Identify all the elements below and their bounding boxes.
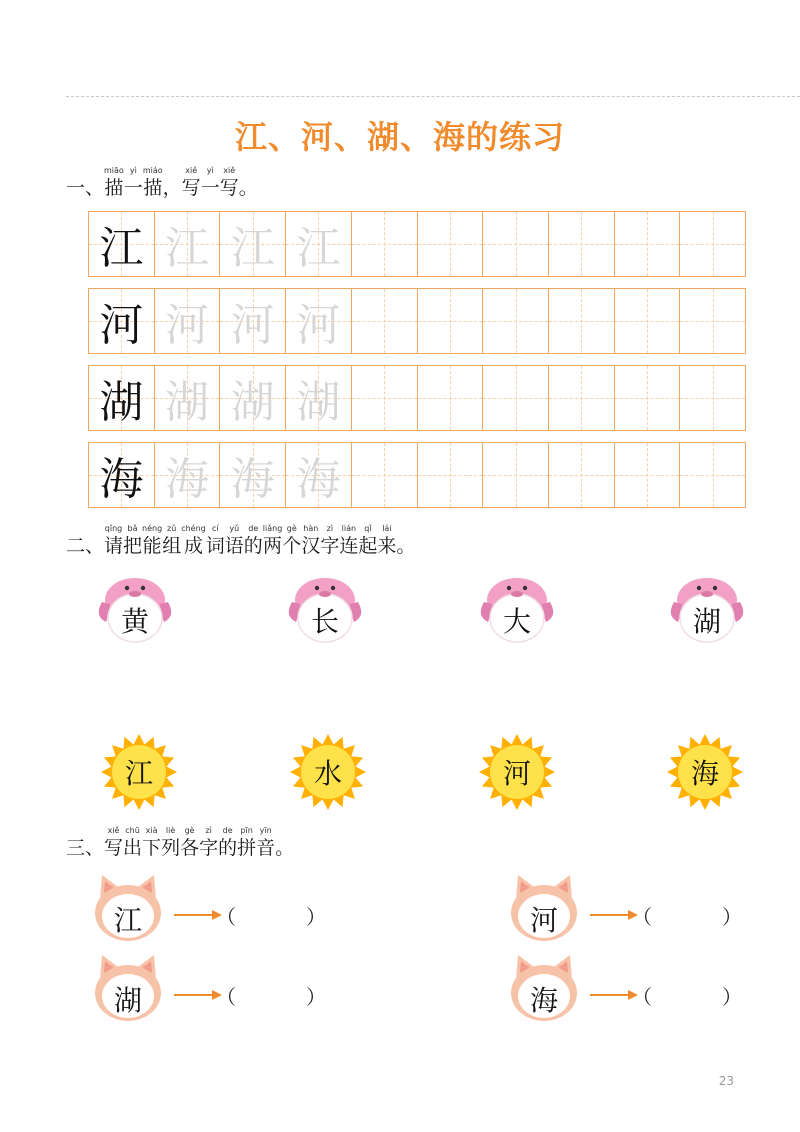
hanzi-text: 描 xyxy=(104,177,124,199)
pinyin-text: néng xyxy=(142,524,163,533)
ruby-char xyxy=(181,524,206,558)
hanzi-text: ， xyxy=(162,177,182,199)
trace-character: 海 xyxy=(296,454,341,505)
writing-grid-row xyxy=(88,211,746,277)
pinyin-answer-blank[interactable] xyxy=(242,901,312,925)
ruby-char xyxy=(339,524,358,558)
ruby-char xyxy=(142,524,162,558)
blank-writing-cell[interactable] xyxy=(483,289,549,353)
ruby-char xyxy=(143,166,163,200)
pinyin-text: yīn xyxy=(259,826,272,835)
pinyin-text: yì xyxy=(206,166,214,175)
trace-character: 海 xyxy=(230,454,275,505)
pinyin-text: xiě xyxy=(185,166,198,175)
hanzi-text: 。 xyxy=(396,535,416,557)
pinyin-text: miáo xyxy=(142,166,163,175)
blank-writing-cell[interactable] xyxy=(615,366,681,430)
trace-character: 河 xyxy=(296,300,341,351)
ruby-char xyxy=(124,166,143,200)
ruby-char xyxy=(180,826,199,860)
ruby-char xyxy=(358,524,377,558)
trace-character: 江 xyxy=(165,223,210,274)
model-character-cell xyxy=(89,366,155,430)
model-character-cell xyxy=(89,443,155,507)
pinyin-text: xiě xyxy=(107,826,120,835)
hanzi-text: 写 xyxy=(104,837,124,859)
paren-close: ） xyxy=(722,905,742,929)
ruby-char xyxy=(182,166,201,200)
hanzi-text: 来 xyxy=(377,535,397,557)
ruby-char xyxy=(377,524,396,558)
bird-character[interactable]: 黄 xyxy=(120,605,149,638)
trace-character: 河 xyxy=(230,300,275,351)
blank-writing-cell[interactable] xyxy=(615,212,681,276)
trace-character: 江 xyxy=(230,223,275,274)
writing-grid-row xyxy=(88,442,746,508)
pinyin-text: yì xyxy=(129,166,137,175)
model-character: 江 xyxy=(99,223,144,274)
trace-character: 湖 xyxy=(230,377,275,428)
paren-open: （ xyxy=(632,905,652,929)
blank-writing-cell[interactable] xyxy=(418,443,484,507)
pinyin-answer-blank[interactable] xyxy=(242,981,312,1005)
blank-writing-cell[interactable] xyxy=(680,289,745,353)
model-character: 河 xyxy=(99,300,144,351)
pinyin-text: zǔ xyxy=(167,524,177,533)
hanzi-text: 个 xyxy=(282,535,302,557)
hanzi-text: 出 xyxy=(123,837,143,859)
trace-character-cell xyxy=(155,366,221,430)
ruby-char xyxy=(199,826,218,860)
arrow-right-icon xyxy=(174,990,222,1000)
paren-close: ） xyxy=(306,985,326,1009)
sun-character[interactable]: 水 xyxy=(313,757,342,790)
paren-open: （ xyxy=(216,985,236,1009)
pinyin-text: qǐ xyxy=(364,524,372,533)
cat-character: 河 xyxy=(529,904,558,937)
paren-open: （ xyxy=(216,905,236,929)
trace-character-cell xyxy=(286,289,352,353)
paren-close: ） xyxy=(306,905,326,929)
pinyin-text: liǎng xyxy=(262,524,283,533)
sun-character[interactable]: 河 xyxy=(502,757,531,790)
hanzi-text: 音 xyxy=(256,837,276,859)
blank-writing-cell[interactable] xyxy=(418,212,484,276)
blank-writing-cell[interactable] xyxy=(549,212,615,276)
hanzi-text: 成 xyxy=(183,535,203,557)
hanzi-text: 写 xyxy=(181,177,201,199)
pinyin-text: zì xyxy=(205,826,212,835)
pinyin-text: qǐng xyxy=(104,524,123,533)
ruby-char xyxy=(301,524,320,558)
pinyin-text: xiě xyxy=(223,166,236,175)
ruby-char xyxy=(256,826,275,860)
question-3-instruction xyxy=(66,826,294,860)
trace-character: 海 xyxy=(165,454,210,505)
hanzi-text: 一 xyxy=(123,177,143,199)
hanzi-text: 词 xyxy=(205,535,225,557)
blank-writing-cell[interactable] xyxy=(615,443,681,507)
pinyin-text: de xyxy=(222,826,233,835)
ruby-char xyxy=(225,524,244,558)
pinyin-text xyxy=(239,166,258,176)
cat-character: 湖 xyxy=(113,984,142,1017)
trace-character-cell xyxy=(220,212,286,276)
blank-writing-cell[interactable] xyxy=(549,289,615,353)
hanzi-text: 列 xyxy=(161,837,181,859)
hanzi-text: 拼 xyxy=(237,837,257,859)
hanzi-text: 能 xyxy=(142,535,162,557)
trace-character-cell xyxy=(155,289,221,353)
ruby-char xyxy=(244,524,263,558)
ruby-char xyxy=(239,166,258,200)
question-number: 三、 xyxy=(66,837,105,859)
model-character: 湖 xyxy=(99,377,144,428)
ruby-char xyxy=(104,826,123,860)
arrow-right-icon xyxy=(590,990,638,1000)
bird-character[interactable]: 大 xyxy=(502,605,531,638)
paren-close: ） xyxy=(722,985,742,1009)
hanzi-text: 语 xyxy=(224,535,244,557)
cat-character: 江 xyxy=(113,904,142,937)
blank-writing-cell[interactable] xyxy=(549,366,615,430)
hanzi-text: 字 xyxy=(320,535,340,557)
ruby-char xyxy=(237,826,256,860)
bird-character[interactable]: 长 xyxy=(310,605,339,638)
writing-grid-row xyxy=(88,288,746,354)
trace-character: 江 xyxy=(296,223,341,274)
ruby-char xyxy=(320,524,339,558)
arrow-right-icon xyxy=(174,910,222,920)
pinyin-text: chéng xyxy=(181,524,206,533)
ruby-char xyxy=(282,524,301,558)
hanzi-text: 汉 xyxy=(301,535,321,557)
pinyin-text: lái xyxy=(382,524,392,533)
hanzi-text: 把 xyxy=(123,535,143,557)
hanzi-text: 两 xyxy=(263,535,283,557)
pinyin-text xyxy=(396,524,415,534)
pinyin-text: cí xyxy=(211,524,219,533)
ruby-char xyxy=(396,524,415,558)
pinyin-text: yǔ xyxy=(229,524,240,533)
pinyin-text: pīn xyxy=(240,826,253,835)
trace-character: 河 xyxy=(165,300,210,351)
trace-character: 湖 xyxy=(296,377,341,428)
pinyin-text: zì xyxy=(326,524,334,533)
blank-writing-cell[interactable] xyxy=(483,366,549,430)
pinyin-text xyxy=(275,826,294,836)
ruby-char xyxy=(123,524,142,558)
pinyin-text: gè xyxy=(184,826,195,835)
pinyin-text: bǎ xyxy=(127,524,138,533)
ruby-char xyxy=(218,826,237,860)
hanzi-text: 。 xyxy=(275,837,295,859)
blank-writing-cell[interactable] xyxy=(483,212,549,276)
hanzi-text: 的 xyxy=(218,837,238,859)
trace-character-cell xyxy=(155,443,221,507)
page-title: 江、河、湖、海的练习 xyxy=(234,118,565,156)
hanzi-text: 写 xyxy=(219,177,239,199)
model-character: 海 xyxy=(99,454,144,505)
trace-character-cell xyxy=(220,366,286,430)
hanzi-text: 字 xyxy=(199,837,219,859)
blank-writing-cell[interactable] xyxy=(680,443,745,507)
hanzi-text: 连 xyxy=(339,535,359,557)
ruby-char xyxy=(201,166,220,200)
hanzi-text: 一 xyxy=(200,177,220,199)
hanzi-text: 的 xyxy=(243,535,263,557)
blank-writing-cell[interactable] xyxy=(352,366,418,430)
blank-writing-cell[interactable] xyxy=(680,366,745,430)
trace-character-cell xyxy=(220,289,286,353)
pinyin-text: hàn xyxy=(303,524,319,533)
top-dashed-divider xyxy=(66,96,800,97)
pinyin-answer-blank[interactable] xyxy=(658,981,728,1005)
paren-open: （ xyxy=(632,985,652,1009)
pinyin-text: gè xyxy=(286,524,297,533)
model-character-cell xyxy=(89,212,155,276)
hanzi-text: 组 xyxy=(162,535,182,557)
question-1-instruction xyxy=(66,166,258,200)
ruby-char xyxy=(104,524,123,558)
trace-character-cell xyxy=(155,212,221,276)
ruby-char xyxy=(162,524,181,558)
model-character-cell xyxy=(89,289,155,353)
ruby-char xyxy=(104,166,124,200)
ruby-char xyxy=(163,166,182,200)
hanzi-text: 请 xyxy=(104,535,124,557)
blank-writing-cell[interactable] xyxy=(352,289,418,353)
question-2-instruction xyxy=(66,524,415,558)
blank-writing-cell[interactable] xyxy=(483,443,549,507)
pinyin-text: lián xyxy=(341,524,357,533)
pinyin-answer-blank[interactable] xyxy=(658,901,728,925)
blank-writing-cell[interactable] xyxy=(615,289,681,353)
ruby-char xyxy=(123,826,142,860)
trace-character: 湖 xyxy=(165,377,210,428)
ruby-char xyxy=(206,524,225,558)
pinyin-text: chū xyxy=(125,826,140,835)
question-number: 二、 xyxy=(66,535,105,557)
trace-character-cell xyxy=(286,366,352,430)
hanzi-text: 起 xyxy=(358,535,378,557)
ruby-char xyxy=(275,826,294,860)
cat-character: 海 xyxy=(529,984,558,1017)
pinyin-text xyxy=(163,166,182,176)
trace-character-cell xyxy=(286,212,352,276)
page-number: 23 xyxy=(718,1074,734,1088)
sun-character[interactable]: 江 xyxy=(124,757,153,790)
blank-writing-cell[interactable] xyxy=(352,212,418,276)
ruby-char xyxy=(142,826,161,860)
ruby-char xyxy=(263,524,283,558)
pinyin-text: xià xyxy=(145,826,158,835)
pinyin-text: de xyxy=(248,524,259,533)
blank-writing-cell[interactable] xyxy=(549,443,615,507)
trace-character-cell xyxy=(286,443,352,507)
hanzi-text: 下 xyxy=(142,837,162,859)
question-number: 一、 xyxy=(66,177,105,199)
hanzi-text: 。 xyxy=(238,177,258,199)
sun-character[interactable]: 海 xyxy=(690,757,719,790)
writing-grid-row xyxy=(88,365,746,431)
trace-character-cell xyxy=(220,443,286,507)
bird-character[interactable]: 湖 xyxy=(692,605,721,638)
ruby-char xyxy=(161,826,180,860)
hanzi-text: 各 xyxy=(180,837,200,859)
blank-writing-cell[interactable] xyxy=(418,289,484,353)
pinyin-text: liè xyxy=(165,826,176,835)
blank-writing-cell[interactable] xyxy=(418,366,484,430)
blank-writing-cell[interactable] xyxy=(352,443,418,507)
hanzi-text: 描 xyxy=(143,177,163,199)
blank-writing-cell[interactable] xyxy=(680,212,745,276)
ruby-char xyxy=(220,166,239,200)
arrow-right-icon xyxy=(590,910,638,920)
pinyin-text: miāo xyxy=(104,166,124,175)
